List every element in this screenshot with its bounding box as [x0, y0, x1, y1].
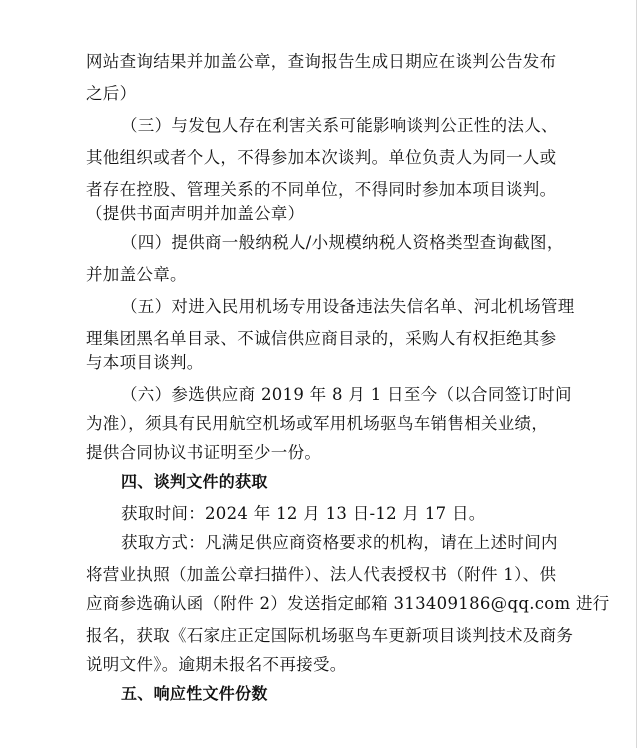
clause-3-text: （三）与发包人存在利害关系可能影响谈判公正性的法人、 [121, 116, 558, 135]
body-text-line: 之后） [86, 84, 137, 103]
clause-4-text: （四）提供商一般纳税人/小规模纳税人资格类型查询截图， [121, 233, 564, 252]
body-text-line: 将营业执照（加盖公章扫描件）、法人代表授权书（附件 1）、供 [86, 565, 557, 584]
section-heading-4: 四、谈判文件的获取 [121, 472, 268, 491]
body-text-line: （提供书面声明并加盖公章） [86, 204, 305, 223]
body-text-line: 报名，获取《石家庄正定国际机场驱鸟车更新项目谈判技术及商务 [86, 626, 574, 645]
body-text-line: 提供合同协议书证明至少一份。 [86, 443, 322, 462]
acquisition-time: 获取时间：2024 年 12 月 13 日-12 月 17 日。 [121, 504, 486, 523]
body-text-line: 其他组织或者个人，不得参加本次谈判。单位负责人为同一人或 [86, 148, 557, 167]
body-text-line: 与本项目谈判。 [86, 353, 204, 372]
clause-5-text: （五）对进入民用机场专用设备违法失信名单、河北机场管理 [121, 297, 575, 316]
clause-6-text: （六）参选供应商 2019 年 8 月 1 日至今（以合同签订时间 [121, 385, 572, 404]
body-text-line: 为准），须具有民用航空机场或军用机场驱鸟车销售相关业绩， [86, 414, 549, 433]
body-text-line: 者存在控股、管理关系的不同单位，不得同时参加本项目谈判。 [86, 180, 557, 199]
body-text-line: 应商参选确认函（附件 2）发送指定邮箱 313409186@qq.com 进行 [86, 594, 610, 613]
body-text-line: 网站查询结果并加盖公章，查询报告生成日期应在谈判公告发布 [86, 52, 557, 71]
body-text-line: 理集团黑名单目录、不诚信供应商目录的，采购人有权拒绝其参 [86, 329, 557, 348]
acquisition-method: 获取方式：凡满足供应商资格要求的机构，请在上述时间内 [121, 533, 558, 552]
body-text-line: 并加盖公章。 [86, 265, 187, 284]
section-heading-5: 五、响应性文件份数 [121, 684, 268, 703]
body-text-line: 说明文件》。逾期未报名不再接受。 [86, 655, 347, 674]
